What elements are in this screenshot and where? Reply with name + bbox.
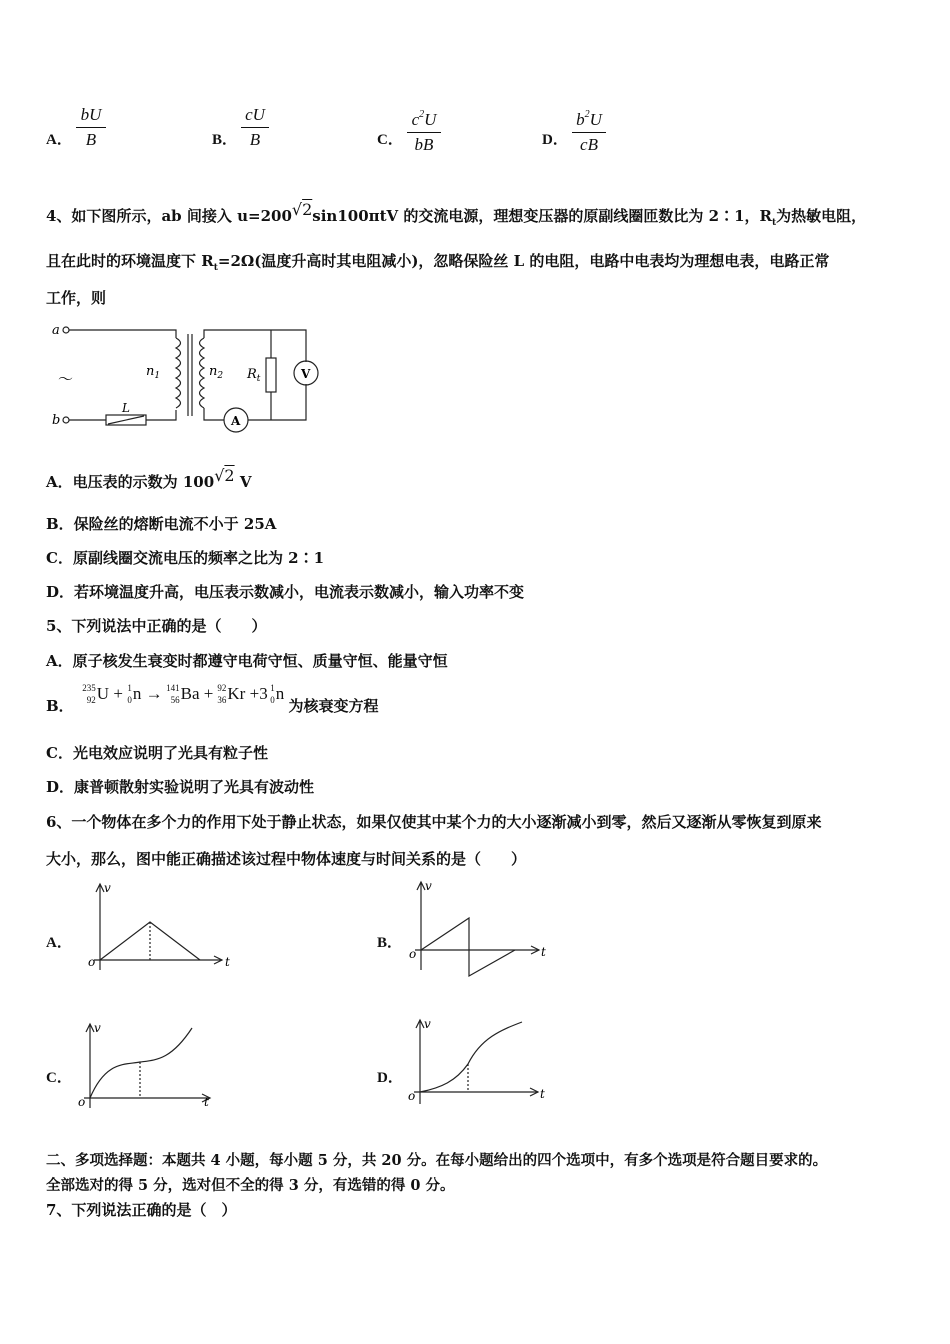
terminal-b-label: b bbox=[52, 413, 61, 428]
q3-option-a-label: A． bbox=[46, 132, 72, 148]
n2-label: $n_2$ bbox=[209, 364, 224, 381]
q4-stem-line3: 工作，则 bbox=[46, 289, 107, 307]
q3-option-b-fraction: cU B bbox=[241, 104, 269, 151]
svg-text:t: t bbox=[541, 945, 546, 959]
ac-source-symbol: ～ bbox=[58, 370, 74, 388]
q6-graph-d bbox=[406, 1016, 556, 1106]
q4-option-a: A．电压表的示数为 100√2 V bbox=[46, 466, 252, 491]
svg-text:o: o bbox=[88, 955, 96, 969]
q4-stem-line1: 4、如下图所示，ab 间接入 u=200√2sin100πtV 的交流电源，理想变压器的原副线圈匝数比为 2∶1，$R_t$为热敏电阻， bbox=[46, 200, 867, 228]
q6-stem-line1: 6、一个物体在多个力的作用下处于静止状态，如果仅使其中某个力的大小逐渐减小到零，然后又逐渐从零恢复到原来 bbox=[46, 813, 822, 831]
q4-option-c: C．原副线圈交流电压的频率之比为 2∶1 bbox=[46, 549, 325, 567]
q5-option-c: C．光电效应说明了光具有粒子性 bbox=[46, 744, 268, 762]
terminal-a-label: a bbox=[52, 323, 60, 338]
q4-option-b: B．保险丝的熔断电流不小于 25A bbox=[46, 515, 277, 533]
q3-option-d-fraction: $b^2U$ cB bbox=[572, 104, 606, 156]
fuse-label: L bbox=[122, 401, 130, 415]
q4-option-d: D．若环境温度升高，电压表示数减小，电流表示数减小，输入功率不变 bbox=[46, 583, 525, 601]
n1-label: $n_1$ bbox=[146, 364, 161, 381]
q3-option-b-label: B． bbox=[212, 132, 238, 148]
q6-graph-b bbox=[407, 878, 557, 978]
svg-text:t: t bbox=[540, 1087, 545, 1101]
q6-graph-a bbox=[82, 878, 242, 973]
q5-option-a: A．原子核发生衰变时都遵守电荷守恒、质量守恒、能量守恒 bbox=[46, 652, 448, 670]
svg-text:o: o bbox=[408, 1089, 416, 1103]
q3-option-a-fraction: bU B bbox=[76, 104, 106, 151]
q6-graph-c-label: C． bbox=[46, 1070, 72, 1086]
rt-label: $R_t$ bbox=[247, 367, 261, 384]
svg-text:o: o bbox=[78, 1095, 86, 1109]
svg-text:v: v bbox=[424, 1017, 431, 1031]
q3-option-c-label: C． bbox=[377, 132, 403, 148]
transformer-circuit-diagram bbox=[46, 320, 336, 435]
svg-text:v: v bbox=[425, 879, 432, 893]
svg-text:t: t bbox=[204, 1095, 209, 1109]
q4-stem-line2: 且在此时的环境温度下 $R_t=2\Omega$(温度升高时其电阻减小)，忽略保险丝 L 的电阻，电路中电表均为理想电表，电路正常 bbox=[46, 252, 830, 273]
svg-text:t: t bbox=[225, 955, 230, 969]
svg-text:o: o bbox=[409, 947, 417, 961]
q6-graph-a-label: A． bbox=[46, 935, 72, 951]
q3-option-c-fraction: $c^2U$ bB bbox=[407, 104, 441, 156]
q6-graph-b-label: B． bbox=[377, 935, 403, 951]
section2-instructions-line2: 全部选对的得 5 分，选对但不全的得 3 分，有选错的得 0 分。 bbox=[46, 1177, 455, 1194]
q6-graph-d-label: D． bbox=[377, 1070, 403, 1086]
q6-stem-line2: 大小，那么，图中能正确描述该过程中物体速度与时间关系的是（ ） bbox=[46, 850, 527, 868]
svg-text:v: v bbox=[104, 881, 111, 895]
q5-option-b: B． 235 92 U + 1 0 n → 141 56 Ba + 92 36 Kr +3 1 0 n 为核衰变方程 bbox=[46, 683, 379, 715]
ammeter-label: A bbox=[231, 414, 241, 428]
q5-option-d: D．康普顿散射实验说明了光具有波动性 bbox=[46, 778, 315, 796]
svg-text:v: v bbox=[94, 1021, 101, 1035]
q6-graph-c bbox=[76, 1020, 226, 1110]
q5-stem: 5、下列说法中正确的是（ ） bbox=[46, 617, 267, 635]
nuclear-equation: 235 92 U + 1 0 n → 141 56 Ba + 92 36 Kr +3 1 0 n bbox=[82, 683, 285, 706]
section2-instructions-line1: 二、多项选择题：本题共 4 小题，每小题 5 分，共 20 分。在每小题给出的四个选项中，有多个选项是符合题目要求的。 bbox=[46, 1152, 828, 1169]
q3-option-d-label: D． bbox=[542, 132, 568, 148]
voltmeter-label: V bbox=[301, 367, 311, 381]
q7-stem: 7、下列说法正确的是（ ） bbox=[46, 1201, 237, 1219]
